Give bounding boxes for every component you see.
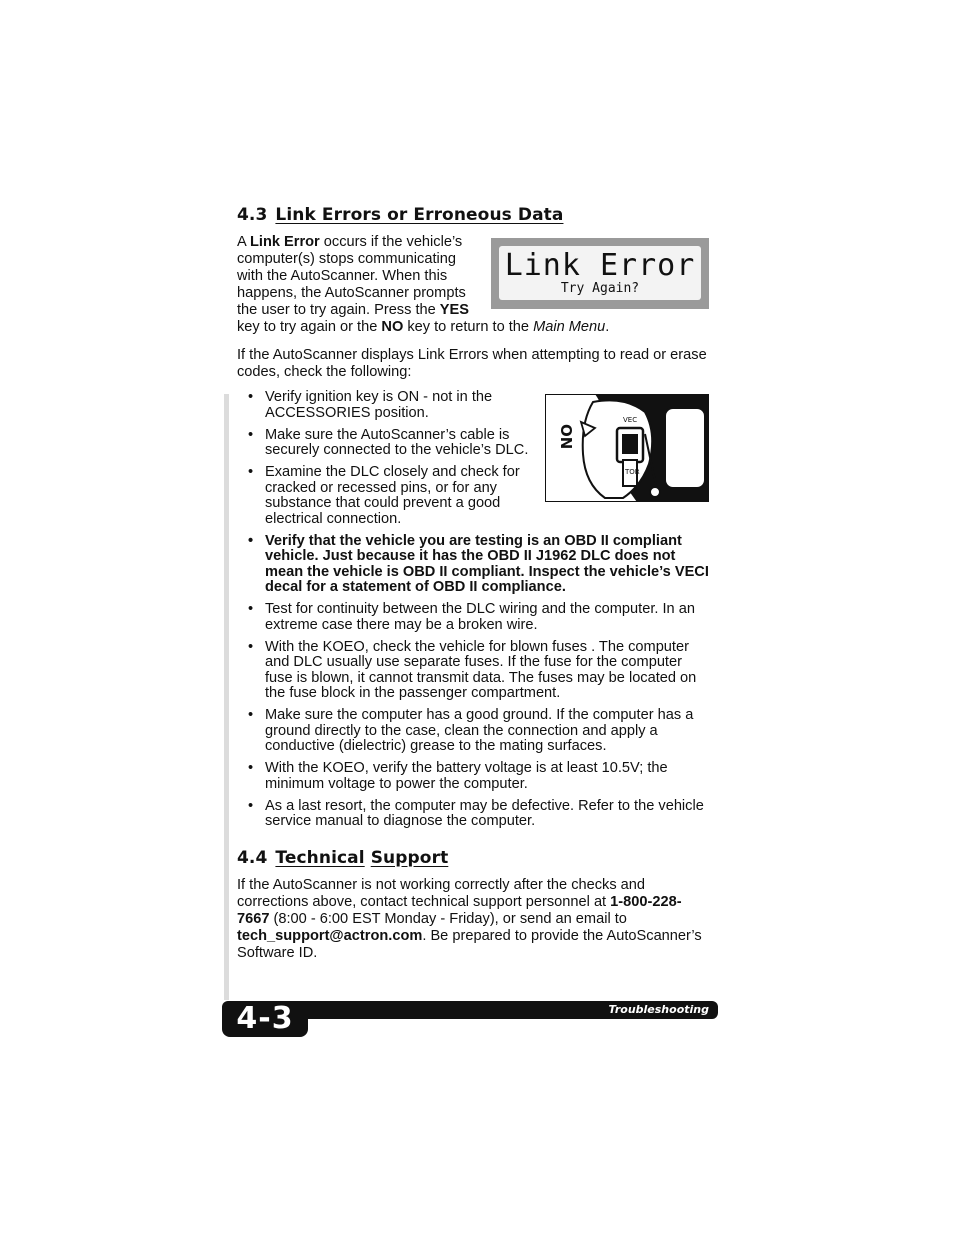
text: If the AutoScanner is not working correctly after the checks and corrections above, contact technical support personnel at	[237, 877, 646, 910]
section-title-word: Technical	[275, 848, 365, 868]
dlc-label-top: VEC	[623, 416, 638, 424]
sidebar-rule	[224, 394, 229, 1000]
text: A	[237, 234, 250, 250]
support-email: tech_support@actron.com	[237, 928, 423, 944]
text: . Be prepared to provide the AutoScanner’s Software ID.	[237, 928, 702, 961]
list-item: • Test for continuity between the DLC wiring and the computer. In an extreme case there may be a broken wire.	[237, 602, 709, 633]
list-item: • As a last resort, the computer may be defective. Refer to the vehicle service manual to diagnose the computer.	[237, 799, 709, 830]
text: .	[605, 319, 610, 335]
support-phone: 1-800-228-7667	[237, 894, 682, 927]
lcd-screen	[499, 246, 701, 300]
list-item: • Make sure the computer has a good ground. If the computer has a ground directly to the case, clean the connection and apply a conductive (dielectric) grease to the mating surfaces.	[237, 708, 709, 755]
section-heading-4-3	[237, 205, 563, 225]
dlc-label-bottom: TOR	[625, 468, 640, 476]
check-intro-paragraph: If the AutoScanner displays Link Errors when attempting to read or erase codes, check the following:	[237, 347, 707, 380]
section-heading-4-4	[237, 848, 448, 868]
list-item: • Make sure the AutoScanner’s cable is securely connected to the vehicle’s DLC.	[237, 428, 709, 459]
text: key to return to the	[403, 319, 534, 335]
section-title-word: Support	[370, 848, 449, 868]
text: (8:00 - 6:00 EST Monday - Friday), or send an email to	[269, 911, 627, 927]
section-number: 4.3	[237, 205, 268, 225]
footer-section-label: Troubleshooting	[608, 1003, 709, 1016]
section-title: Link Errors or Erroneous Data	[275, 205, 564, 225]
text: key to try again or the	[237, 319, 382, 335]
ignition-on-label: ON	[557, 424, 575, 450]
support-paragraph	[237, 877, 709, 962]
page-number: 4-3	[236, 1001, 294, 1036]
list-item: • Verify that the vehicle you are testing is an OBD II compliant vehicle. Just because it has the OBD II J1962 DLC does not mean the vehicle is OBD II compliant. Inspect the vehicle’s VECI decal for a statement of OBD II compliance.	[237, 534, 709, 596]
list-item: • With the KOEO, check the vehicle for blown fuses . The computer and DLC usually use separate fuses. If the fuse for the computer fuse is blown, it cannot transmit data. The fuses may be located on the fuse block in the passenger compartment.	[237, 640, 709, 702]
lcd-title: Link Error	[504, 248, 696, 283]
list-item: • Examine the DLC closely and check for cracked or recessed pins, or for any substance that could prevent a good electrical connection.	[237, 465, 709, 527]
key-no: NO	[381, 319, 404, 335]
text: occurs if the vehicle’s computer(s) stops communicating with the AutoScanner. When this happens, the AutoScanner prompts the user to try again. Press the	[237, 234, 466, 318]
list-item: • With the KOEO, verify the battery voltage is at least 10.5V; the minimum voltage to power the computer.	[237, 761, 709, 792]
key-yes: YES	[439, 302, 469, 318]
checklist	[237, 390, 709, 836]
lcd-subtitle: Try Again?	[560, 281, 640, 296]
term-link-error: Link Error	[249, 234, 320, 250]
main-menu-ref: Main Menu	[533, 319, 606, 335]
list-item: • Verify ignition key is ON - not in the ACCESSORIES position.	[237, 390, 709, 421]
lcd-display-illustration	[491, 238, 709, 309]
section-number: 4.4	[237, 848, 268, 868]
